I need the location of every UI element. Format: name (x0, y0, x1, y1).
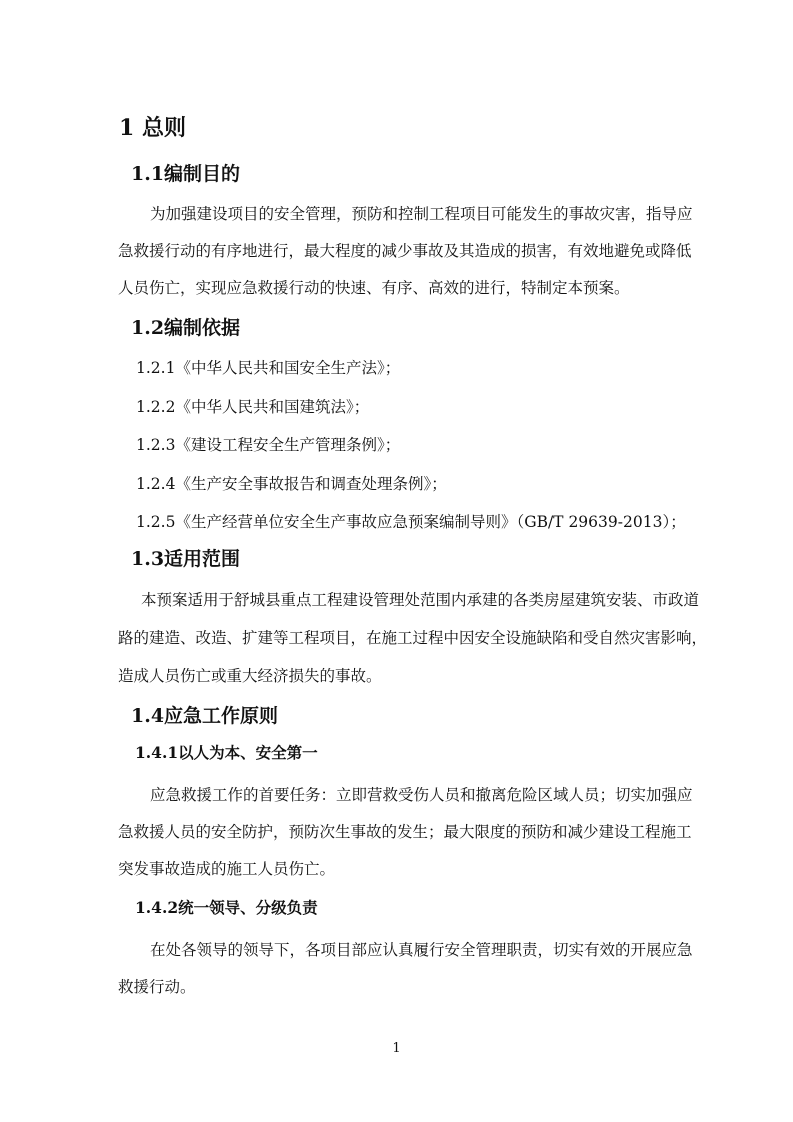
paragraph-line: 造成人员伤亡或重大经济损失的事故。 (118, 667, 382, 685)
heading-1-2: 1.2编制依据 (131, 317, 241, 339)
paragraph-line: 应急救援工作的首要任务：立即营救受伤人员和撤离危险区域人员；切实加强应 (150, 786, 693, 804)
list-item: 1.2.2《中华人民共和国建筑法》； (136, 398, 370, 416)
paragraph-line: 突发事故造成的施工人员伤亡。 (118, 860, 336, 878)
paragraph-line: 在处各领导的领导下，各项目部应认真履行安全管理职责，切实有效的开展应急 (150, 941, 693, 959)
paragraph-line: 路的建造、改造、扩建等工程项目，在施工过程中因安全设施缺陷和受自然灾害影响， (118, 629, 708, 647)
chapter-title: 1 总则 (119, 115, 186, 141)
list-item: 1.2.1《中华人民共和国安全生产法》； (136, 359, 401, 377)
paragraph-line: 急救援行动的有序地进行，最大程度的减少事故及其造成的损害，有效地避免或降低 (118, 242, 692, 260)
heading-1-4-1: 1.4.1以人为本、安全第一 (135, 743, 318, 762)
heading-1-3: 1.3适用范围 (131, 548, 241, 570)
list-item: 1.2.3《建设工程安全生产管理条例》； (136, 436, 401, 454)
paragraph-line: 为加强建设项目的安全管理，预防和控制工程项目可能发生的事故灾害，指导应 (150, 205, 693, 223)
list-item: 1.2.4《生产安全事故报告和调查处理条例》； (136, 475, 447, 493)
list-item: 1.2.5《生产经营单位安全生产事故应急预案编制导则》（GB/T 29639-2013）； (136, 513, 686, 531)
paragraph-line: 救援行动。 (118, 978, 196, 996)
paragraph-line: 人员伤亡，实现应急救援行动的快速、有序、高效的进行，特制定本预案。 (118, 279, 630, 297)
page-number: 1 (392, 1041, 401, 1056)
paragraph-line: 本预案适用于舒城县重点工程建设管理处范围内承建的各类房屋建筑安装、市政道 (141, 591, 700, 609)
paragraph-line: 急救援人员的安全防护，预防次生事故的发生；最大限度的预防和减少建设工程施工 (118, 823, 692, 841)
heading-1-4-2: 1.4.2统一领导、分级负责 (135, 898, 318, 917)
heading-1-1: 1.1编制目的 (131, 163, 241, 185)
heading-1-4: 1.4应急工作原则 (131, 705, 279, 727)
